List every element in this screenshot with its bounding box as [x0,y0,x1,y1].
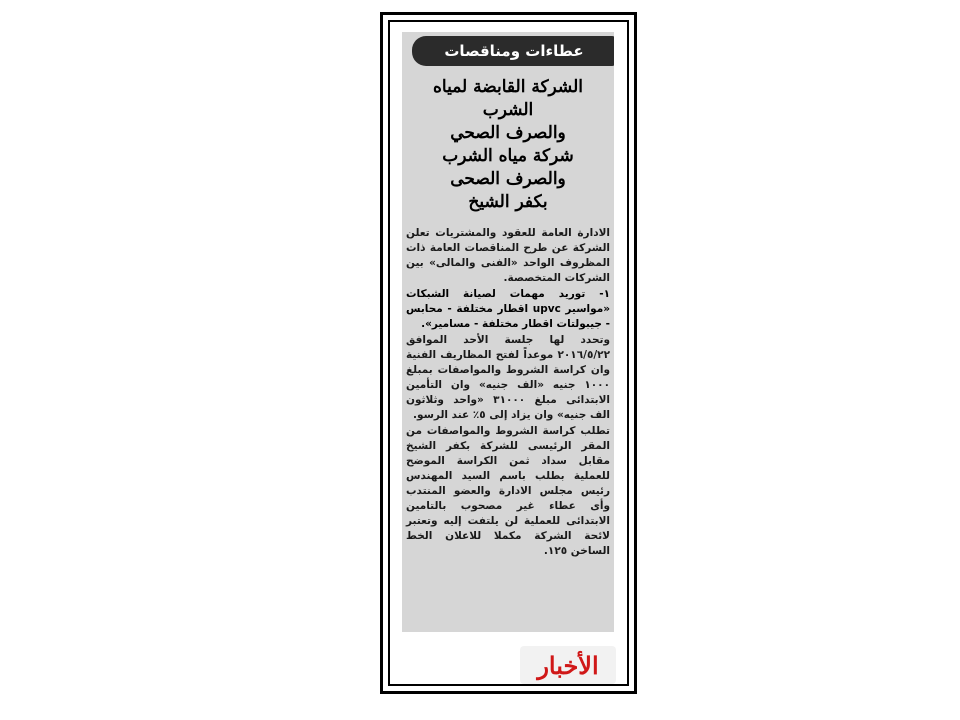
headline [406,76,610,214]
logo-text: الأخبار [520,646,616,684]
paragraph-session: وتحدد لها جلسة الأحد الموافق ٢٠١٦/٥/٢٢ موعداً لفتح المظاريف الفنية وان كراسة الشروط والمواصفات بمبلغ ١٠٠٠ جنيه «الف جنيه» وان التأمين الابتدائى مبلغ ٣١٠٠٠ «واحد وثلاثون الف جنيه» وان يزاد إلى ٥٪ عند الرسو. [406,334,610,421]
newspaper-logo [520,646,616,684]
inner-frame [388,20,629,686]
headline-line: الشركة القابضة لمياه [433,77,583,97]
outer-frame [380,12,637,694]
paragraph-conditions: تطلب كراسة الشروط والمواصفات من المقر الرئيسى للشركة بكفر الشيخ مقابل سداد ثمن الكراسة الموضح للعملية بطلب باسم السيد المهندس رئيس مجلس الادارة والعضو المنتدب وأى عطاء غير مصحوب بالتامين الابتدائى للعملية لن يلتفت إليه وتعتبر لائحة الشركة مكملا للاعلان الخط الساخن ١٢٥. [406,425,610,557]
headline-line: شركة مياه الشرب [442,146,574,166]
headline-line: الشرب [482,100,534,120]
announcement-body [406,226,610,560]
paragraph-intro: الادارة العامة للعقود والمشتريات تعلن الشركة عن طرح المناقصات العامة ذات المظروف الواحد «الفنى والمالى» بين الشركات المتخصصة. [406,227,610,284]
headline-line: والصرف الصحى [450,169,566,189]
headline-line: والصرف الصحي [450,123,566,143]
paragraph-item-1: ١- توريد مهمات لصيانة الشبكات «مواسير upvc اقطار مختلفة - محابس - جيبولتات اقطار مختلفة - مسامير». [406,288,610,330]
section-label: عطاءات ومناقصات [412,36,614,66]
newspaper-clipping [402,32,614,632]
headline-line: بكفر الشيخ [468,192,548,212]
